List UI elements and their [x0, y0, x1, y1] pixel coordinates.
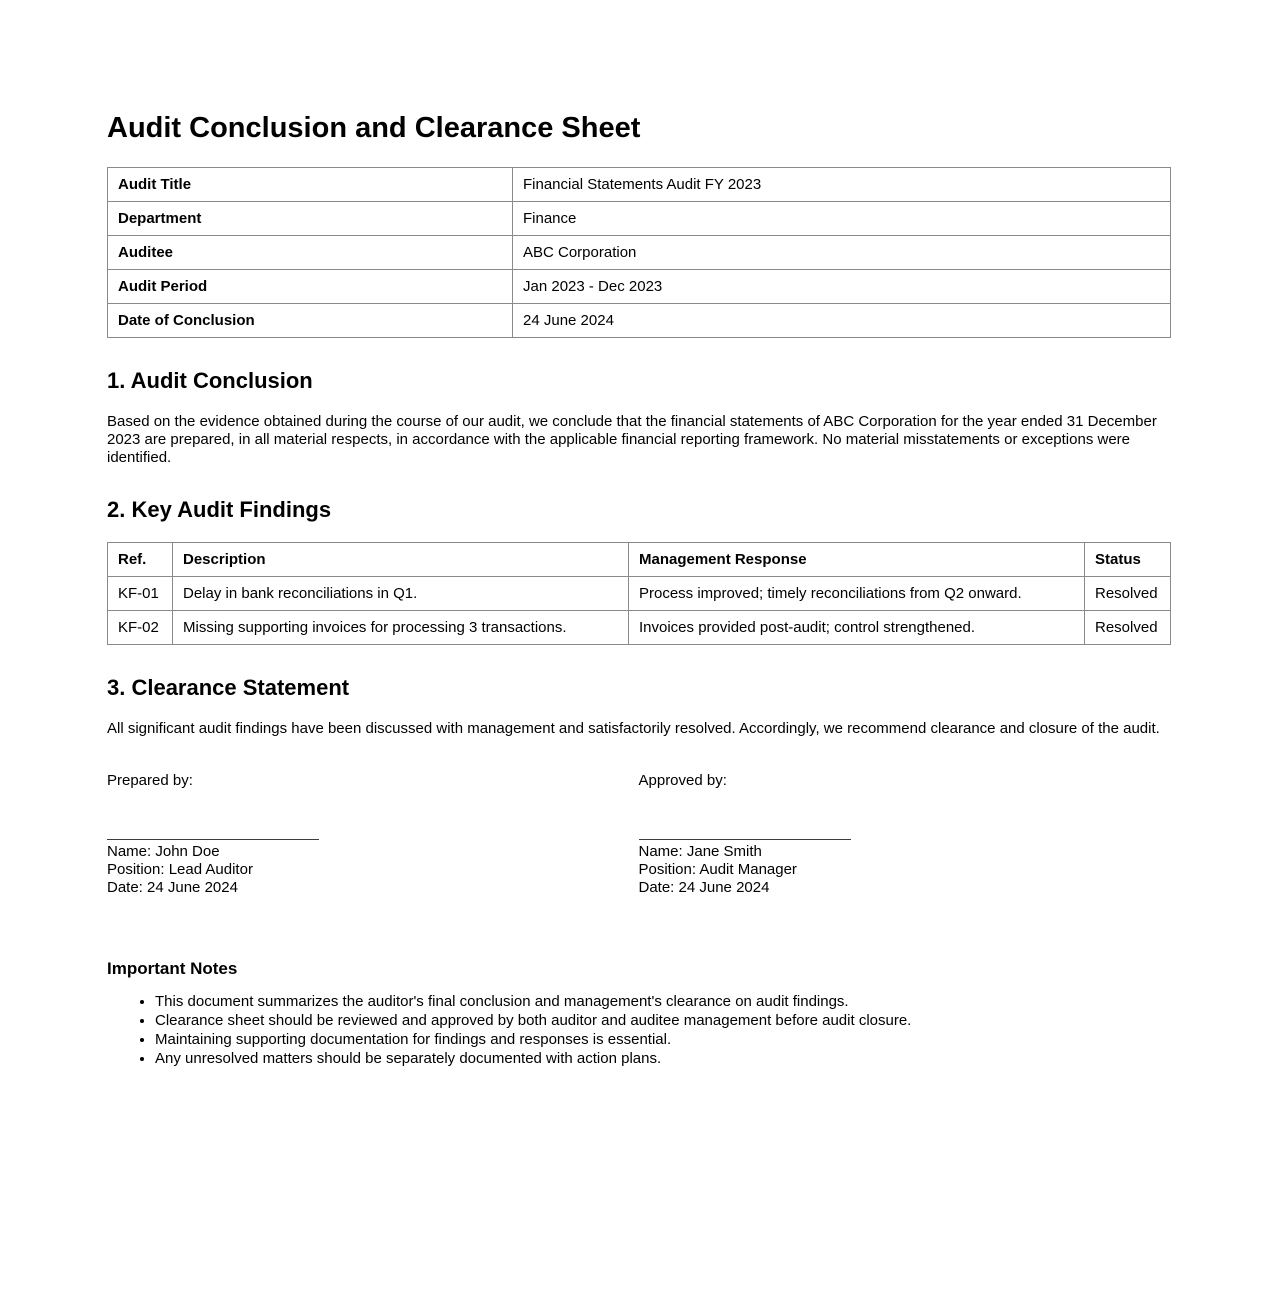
meta-label-auditee: Auditee [108, 236, 513, 270]
audit-meta-table [107, 167, 1171, 338]
table-row [108, 270, 1171, 304]
finding-response: Process improved; timely reconciliations from Q2 onward. [629, 577, 1085, 611]
prepared-by-position: Position: Lead Auditor [107, 861, 253, 878]
table-row [108, 168, 1171, 202]
finding-response: Invoices provided post-audit; control strengthened. [629, 611, 1085, 645]
finding-ref: KF-01 [108, 577, 173, 611]
column-header-ref: Ref. [108, 543, 173, 577]
list-item: • Any unresolved matters should be separately documented with action plans. [155, 1049, 1170, 1068]
key-findings-table [107, 542, 1171, 645]
meta-value-date-of-conclusion: 24 June 2024 [513, 304, 1171, 338]
meta-value-department: Finance [513, 202, 1171, 236]
meta-value-audit-period: Jan 2023 - Dec 2023 [513, 270, 1171, 304]
table-row [108, 304, 1171, 338]
section-heading-key-audit-findings: 2. Key Audit Findings [107, 497, 332, 522]
approved-by-block [639, 772, 1171, 897]
meta-value-audit-title: Financial Statements Audit FY 2023 [513, 168, 1171, 202]
finding-description: Delay in bank reconciliations in Q1. [173, 577, 629, 611]
meta-label-audit-title: Audit Title [108, 168, 513, 202]
meta-label-department: Department [108, 202, 513, 236]
list-item: • Clearance sheet should be reviewed and approved by both auditor and auditee management before audit closure. [155, 1011, 1170, 1030]
column-header-management-response: Management Response [629, 543, 1085, 577]
document-body [107, 0, 1170, 1068]
table-header-row [108, 543, 1171, 577]
table-row [108, 236, 1171, 270]
section-heading-audit-conclusion: 1. Audit Conclusion [107, 368, 313, 393]
meta-value-auditee: ABC Corporation [513, 236, 1171, 270]
approved-by-signature-line [639, 839, 851, 840]
approved-by-name: Name: Jane Smith [638, 843, 762, 860]
important-notes-heading: Important Notes [107, 959, 238, 978]
prepared-by-signature-line [107, 839, 319, 840]
list-item: • This document summarizes the auditor's final conclusion and management's clearance on audit findings. [155, 992, 1170, 1011]
column-header-description: Description [173, 543, 629, 577]
table-row [108, 202, 1171, 236]
finding-description: Missing supporting invoices for processing 3 transactions. [173, 611, 629, 645]
page-title: Audit Conclusion and Clearance Sheet [107, 112, 641, 144]
approved-by-label: Approved by: [638, 772, 727, 789]
prepared-by-label: Prepared by: [107, 772, 193, 789]
signature-section [107, 772, 1170, 897]
prepared-by-block [107, 772, 639, 897]
approved-by-position: Position: Audit Manager [638, 861, 797, 878]
approved-by-date: Date: 24 June 2024 [638, 879, 770, 896]
column-header-status: Status [1085, 543, 1171, 577]
clearance-statement-text: All significant audit findings have been discussed with management and satisfactorily resolved. Accordingly, we recommend clearance and closure of the audit. [107, 720, 1160, 737]
meta-label-date-of-conclusion: Date of Conclusion [108, 304, 513, 338]
important-notes-list [107, 992, 1170, 1068]
prepared-by-date: Date: 24 June 2024 [107, 879, 238, 896]
table-row [108, 577, 1171, 611]
table-row [108, 611, 1171, 645]
meta-label-audit-period: Audit Period [108, 270, 513, 304]
finding-status: Resolved [1085, 577, 1171, 611]
list-item: • Maintaining supporting documentation for findings and responses is essential. [155, 1030, 1170, 1049]
section-heading-clearance-statement: 3. Clearance Statement [107, 675, 350, 700]
finding-status: Resolved [1085, 611, 1171, 645]
finding-ref: KF-02 [108, 611, 173, 645]
prepared-by-name: Name: John Doe [107, 843, 220, 860]
audit-conclusion-text: Based on the evidence obtained during the course of our audit, we conclude that the financial statements of ABC Corporation for the year ended 31 December 2023 are prepared, in all material respects, in accordance with the applicable financial reporting framework. No material misstatements or exceptions were identified. [107, 413, 1157, 466]
